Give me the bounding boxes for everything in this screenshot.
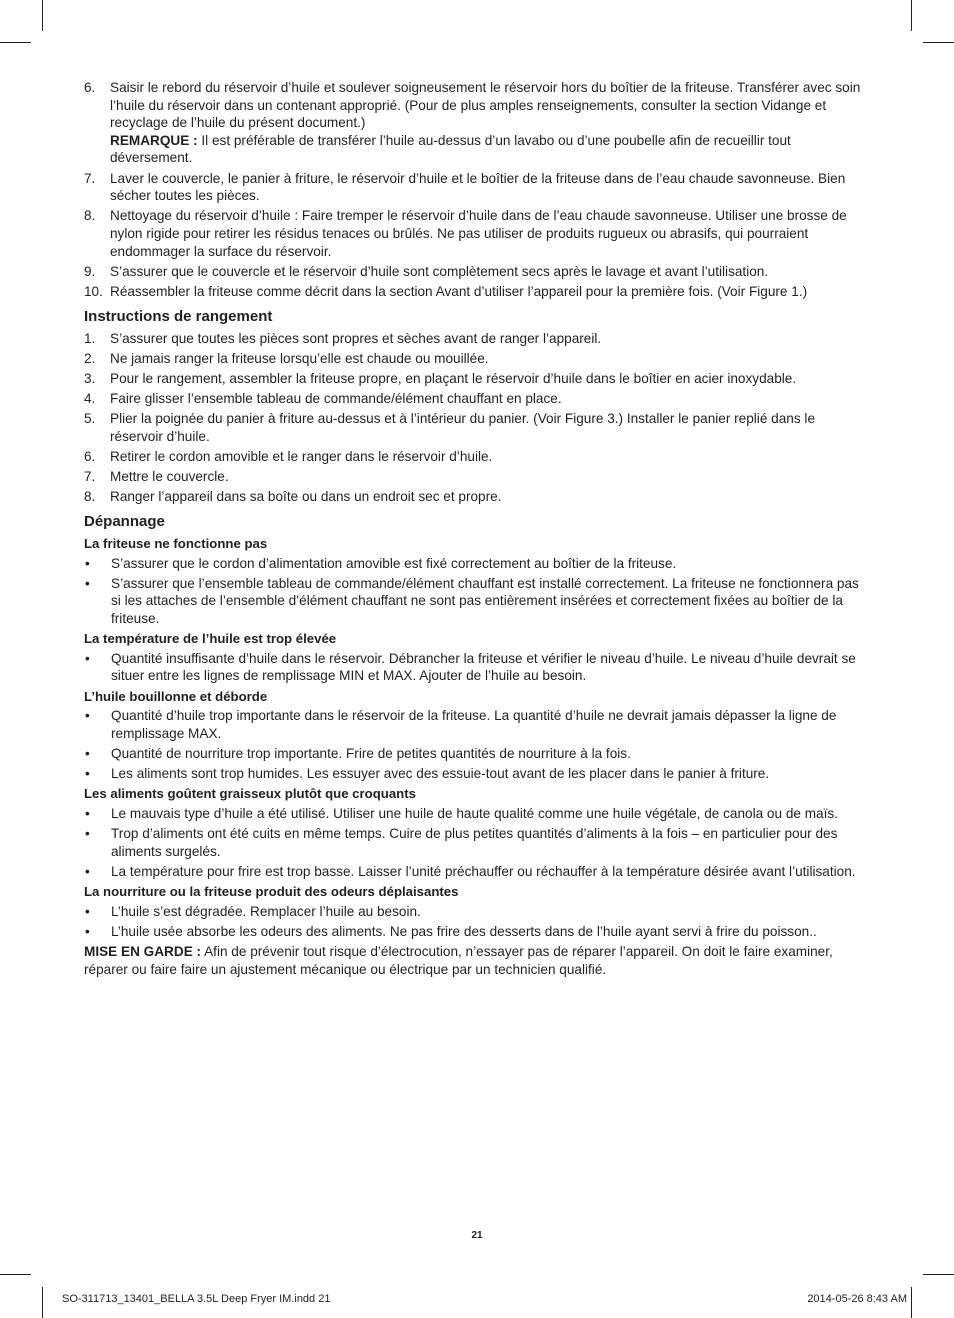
item-number: 8. [84, 489, 96, 505]
trouble-section [84, 688, 870, 783]
note-text: Il est préférable de transférer l’huile au-dessus d’un lavabo ou d’une poubelle afin de recueillir tout déversement. [110, 132, 791, 166]
bullet-icon: • [85, 863, 90, 879]
item-number: 7. [84, 170, 96, 186]
item-number: 5. [84, 411, 96, 427]
list-item [84, 283, 870, 301]
list-item [84, 263, 870, 281]
list-item [84, 468, 870, 486]
item-text: Quantité d’huile trop importante dans le réservoir de la friteuse. La quantité d’huile ne devrait jamais dépasser la ligne de remplissage MAX. [111, 708, 837, 741]
page-number: 21 [471, 1230, 483, 1241]
note [110, 132, 870, 167]
list-item [84, 79, 870, 167]
item-text: La température pour frire est trop basse. Laisser l’unité préchauffer ou réchauffer à la température désirée avant l’utilisation. [111, 863, 856, 879]
bullet-icon: • [85, 708, 90, 724]
item-text: Retirer le cordon amovible et le ranger dans le réservoir d’huile. [110, 449, 493, 465]
cleaning-steps-list [84, 79, 870, 301]
print-timestamp: 2014-05-26 8:43 AM [807, 1293, 907, 1305]
item-text: Laver le couvercle, le panier à friture, le réservoir d’huile et le boîtier de la friteuse dans de l’eau chaude savonneuse. Bien sécher toutes les pièces. [110, 170, 846, 204]
item-number: 9. [84, 263, 96, 279]
bullet-item [84, 707, 870, 742]
item-text: Pour le rangement, assembler la friteuse propre, en plaçant le réservoir d’huile dans le boîtier en acier inoxydable. [110, 370, 797, 386]
trouble-section [84, 535, 870, 628]
item-number: 2. [84, 350, 96, 366]
trouble-section [84, 785, 870, 880]
storage-heading: Instructions de rangement [84, 307, 273, 325]
item-text: Quantité insuffisante d’huile dans le réservoir. Débrancher la friteuse et vérifier le niveau d’huile. Le niveau d’huile devrait se situer entre les lignes de remplissage MIN et MAX. Ajouter de l’huile au besoin. [111, 650, 856, 684]
list-item [84, 488, 870, 506]
list-item [84, 448, 870, 466]
trouble-subheading: L’huile bouillonne et déborde [84, 688, 268, 704]
crop-mark [911, 1287, 912, 1318]
list-item [84, 350, 870, 368]
bullet-item [84, 825, 870, 860]
list-item [84, 170, 870, 205]
list-item [84, 207, 870, 260]
item-text: L’huile usée absorbe les odeurs des aliments. Ne pas frire des desserts dans de l’huile ayant servi à frire du poisson.. [111, 923, 817, 939]
item-text: Ranger l’appareil dans sa boîte ou dans un endroit sec et propre. [110, 489, 502, 505]
crop-mark [923, 42, 954, 43]
trouble-section [84, 630, 870, 685]
trouble-subheading: La nourriture ou la friteuse produit des odeurs déplaisantes [84, 884, 459, 900]
item-text: Ne jamais ranger la friteuse lorsqu’elle est chaude ou mouillée. [110, 350, 489, 366]
crop-mark [923, 1274, 954, 1275]
bullet-icon: • [85, 923, 90, 939]
item-number: 6. [84, 449, 96, 465]
trouble-subheading: La température de l’huile est trop élevée [84, 631, 337, 647]
crop-mark [911, 0, 912, 31]
file-slug: SO-311713_13401_BELLA 3.5L Deep Fryer IM.indd 21 [62, 1293, 331, 1305]
item-text: L’huile s’est dégradée. Remplacer l’huile au besoin. [111, 903, 421, 919]
item-text: S’assurer que toutes les pièces sont propres et sèches avant de ranger l’appareil. [110, 330, 602, 346]
item-text: Trop d’aliments ont été cuits en même temps. Cuire de plus petites quantités d’aliments à la fois – en particulier pour des aliments surgelés. [111, 826, 838, 859]
item-number: 6. [84, 80, 96, 95]
item-text: Nettoyage du réservoir d’huile : Faire tremper le réservoir d’huile dans de l’eau chaude savonneuse. Utiliser une brosse de nylon rigide pour retirer les résidus tenaces ou brûlés. Ne pas utiliser de produits rugueux ou abrasifs, qui pourraient endommager la surface du réservoir. [110, 208, 847, 259]
bullet-item [84, 923, 870, 941]
bullet-item [84, 903, 870, 921]
bullet-item [84, 765, 870, 783]
item-text: S’assurer que le couvercle et le réservoir d’huile sont complètement secs après le lavage et avant l’utilisation. [110, 263, 769, 279]
bullet-item [84, 575, 870, 628]
bullet-icon: • [85, 575, 90, 591]
bullet-item [84, 650, 870, 685]
item-text: Saisir le rebord du réservoir d’huile et soulever soigneusement le réservoir hors du boîtier de la friteuse. Transférer avec soin l’huile du réservoir dans un contenant approprié. (Pour de plus amples renseignements, consulter la section Vidange et recyclage de l’huile du présent document.) [110, 80, 861, 131]
item-text: S’assurer que le cordon d’alimentation amovible est fixé correctement au boîtier de la friteuse. [111, 555, 677, 571]
item-text: Mettre le couvercle. [110, 469, 229, 485]
list-item [84, 370, 870, 388]
trouble-subheading: Les aliments goûtent graisseux plutôt que croquants [84, 786, 416, 802]
bullet-icon: • [85, 766, 90, 782]
item-number: 7. [84, 469, 96, 485]
crop-mark [42, 0, 43, 31]
bullet-item [84, 805, 870, 823]
bullet-icon: • [85, 805, 90, 821]
warning-label: MISE EN GARDE : [84, 944, 202, 959]
crop-mark [42, 1287, 43, 1318]
bullet-icon: • [85, 650, 90, 666]
item-text: S’assurer que l’ensemble tableau de commande/élément chauffant est installé correctement. La friteuse ne fonctionnera pas si les attaches de l’ensemble d’élément chauffant ne sont pas entièrement insérées et correctement fixées au boîtier de la friteuse. [111, 575, 859, 626]
note-label: REMARQUE : [110, 132, 198, 148]
warning-paragraph [84, 943, 870, 978]
bullet-item [84, 555, 870, 573]
bullet-icon: • [85, 826, 90, 842]
bullet-item [84, 863, 870, 881]
bullet-icon: • [85, 903, 90, 919]
bullet-icon: • [85, 745, 90, 761]
item-number: 3. [84, 370, 96, 386]
troubleshooting-heading: Dépannage [84, 513, 165, 530]
item-text: Le mauvais type d’huile a été utilisé. Utiliser une huile de haute qualité comme une huile végétale, de canola ou de maïs. [111, 805, 838, 821]
item-number: 10. [84, 283, 103, 299]
list-item [84, 410, 870, 445]
page-content [84, 79, 870, 978]
crop-mark [0, 42, 31, 43]
bullet-item [84, 745, 870, 763]
item-number: 4. [84, 391, 96, 407]
item-text: Réassembler la friteuse comme décrit dans la section Avant d’utiliser l’appareil pour la première fois. (Voir Figure 1.) [110, 283, 808, 299]
storage-list [84, 330, 870, 507]
item-text: Les aliments sont trop humides. Les essuyer avec des essuie-tout avant de les placer dans le panier à friture. [111, 766, 770, 782]
crop-mark [0, 1274, 31, 1275]
warning-text: Afin de prévenir tout risque d’électrocution, n’essayer pas de réparer l’appareil. On doit le faire examiner, réparer ou faire faire un ajustement mécanique ou électrique par un technicien qualifié. [84, 944, 833, 977]
item-text: Quantité de nourriture trop importante. Frire de petites quantités de nourriture à la fois. [111, 745, 631, 761]
list-item [84, 390, 870, 408]
trouble-section [84, 883, 870, 940]
item-text: Plier la poignée du panier à friture au-dessus et à l’intérieur du panier. (Voir Figure 3.) Installer le panier replié dans le réservoir d’huile. [110, 411, 816, 444]
list-item [84, 330, 870, 348]
item-text: Faire glisser l’ensemble tableau de commande/élément chauffant en place. [110, 391, 562, 407]
item-number: 8. [84, 208, 96, 224]
trouble-subheading: La friteuse ne fonctionne pas [84, 536, 268, 551]
bullet-icon: • [85, 555, 90, 571]
item-number: 1. [84, 330, 96, 346]
